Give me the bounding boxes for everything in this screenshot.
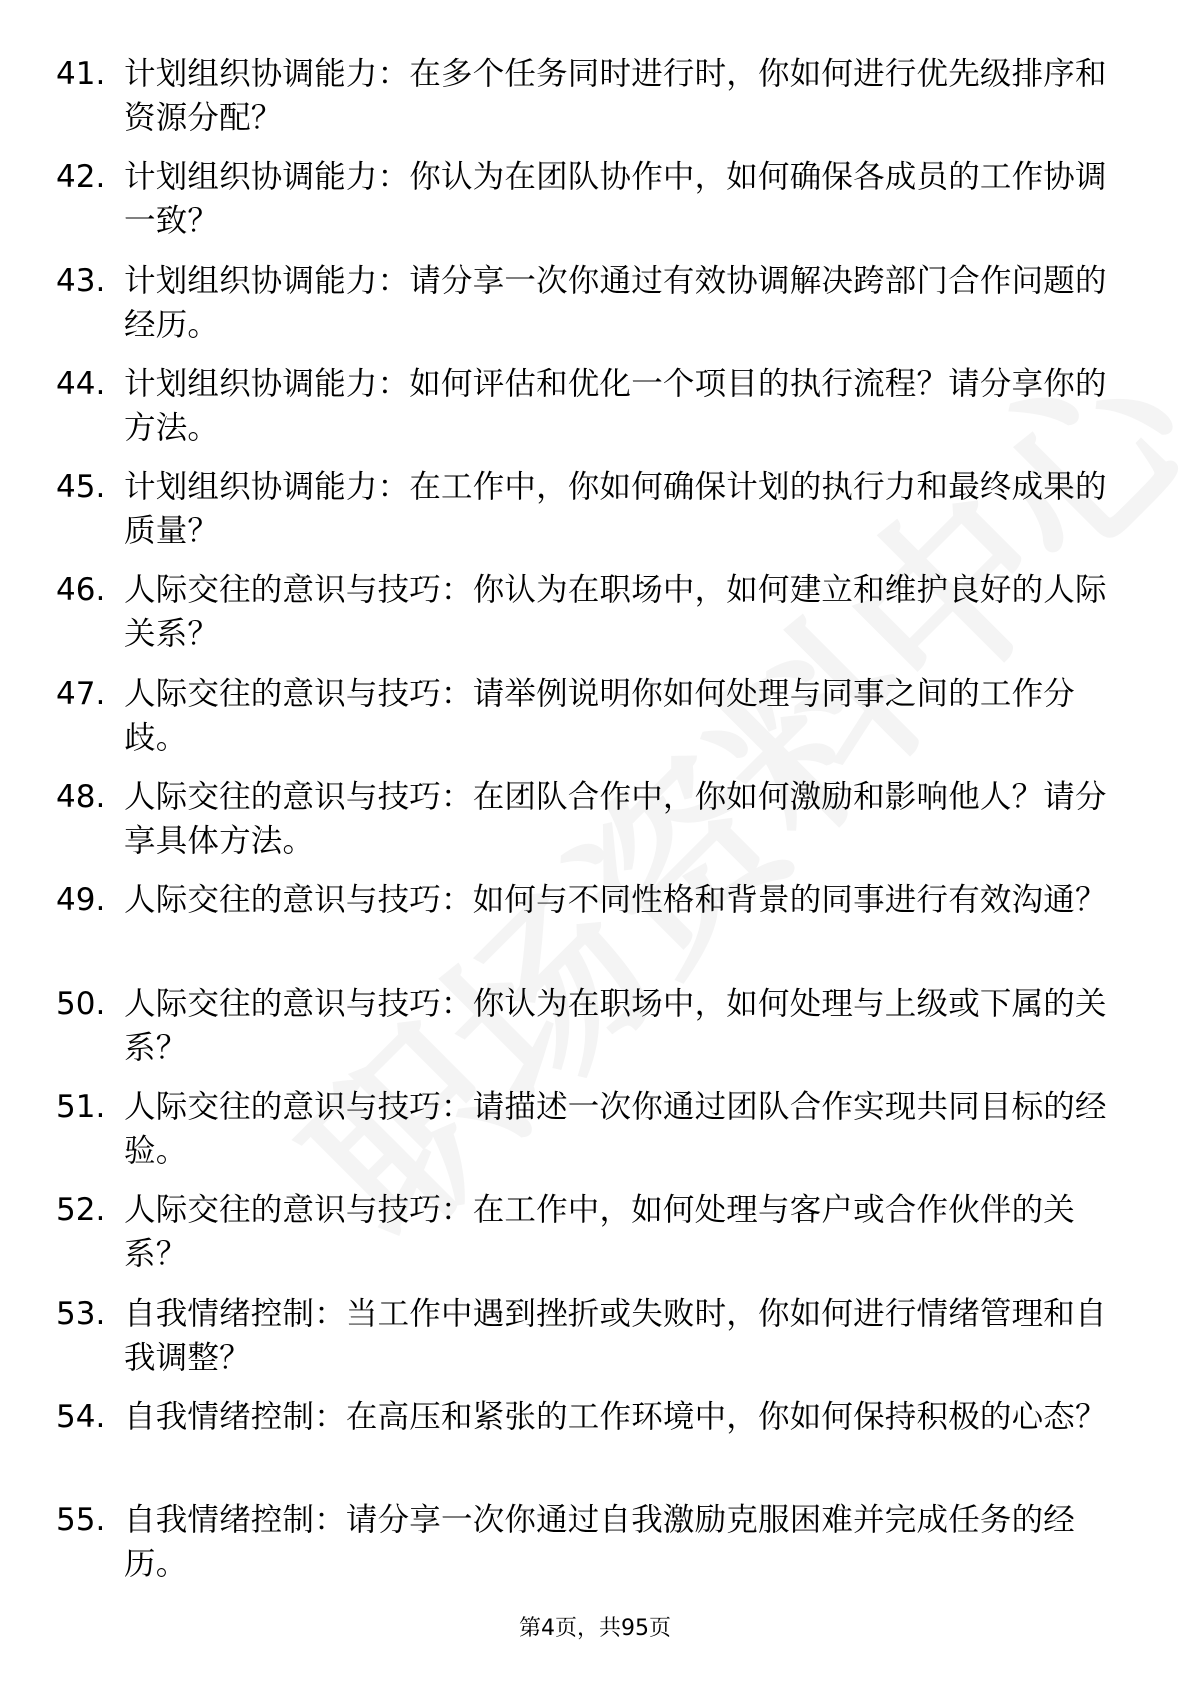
question-list	[0, 48, 1190, 1597]
list-item	[0, 1494, 1190, 1597]
list-item	[0, 1391, 1190, 1494]
page-number: 第4页，共95页	[519, 1616, 671, 1641]
question-number: 46.	[56, 572, 106, 609]
question-number: 45.	[56, 469, 106, 506]
list-item	[0, 358, 1190, 461]
question-text: 人际交往的意识与技巧：在工作中，如何处理与客户或合作伙伴的关系？	[124, 1192, 1076, 1273]
question-number: 42.	[56, 159, 106, 196]
question-text: 计划组织协调能力：在工作中，你如何确保计划的执行力和最终成果的质量？	[124, 469, 1107, 550]
question-number: 47.	[56, 675, 106, 712]
question-text: 计划组织协调能力：请分享一次你通过有效协调解决跨部门合作问题的经历。	[124, 262, 1107, 343]
question-number: 44.	[56, 365, 106, 402]
question-text: 自我情绪控制：请分享一次你通过自我激励克服困难并完成任务的经历。	[124, 1502, 1076, 1583]
list-item	[0, 461, 1190, 564]
list-item	[0, 564, 1190, 667]
list-item	[0, 48, 1190, 151]
question-text: 人际交往的意识与技巧：请举例说明你如何处理与同事之间的工作分歧。	[124, 675, 1076, 756]
question-text: 计划组织协调能力：如何评估和优化一个项目的执行流程？请分享你的方法。	[124, 365, 1107, 446]
question-number: 41.	[56, 56, 106, 92]
question-number: 50.	[56, 985, 106, 1022]
question-text: 人际交往的意识与技巧：请描述一次你通过团队合作实现共同目标的经验。	[124, 1088, 1107, 1169]
list-item	[0, 1184, 1190, 1287]
list-item	[0, 151, 1190, 254]
question-text: 计划组织协调能力：在多个任务同时进行时，你如何进行优先级排序和资源分配？	[124, 56, 1107, 136]
question-number: 53.	[56, 1295, 106, 1332]
page-footer	[0, 1614, 1190, 1644]
question-number: 52.	[56, 1192, 106, 1229]
question-number: 43.	[56, 262, 106, 299]
list-item	[0, 1081, 1190, 1184]
question-number: 51.	[56, 1088, 106, 1125]
question-text: 人际交往的意识与技巧：你认为在职场中，如何建立和维护良好的人际关系？	[124, 572, 1107, 653]
list-item	[0, 668, 1190, 771]
question-text: 人际交往的意识与技巧：如何与不同性格和背景的同事进行有效沟通？	[124, 882, 1107, 919]
list-item	[0, 978, 1190, 1081]
question-number: 48.	[56, 779, 106, 816]
question-text: 人际交往的意识与技巧：你认为在职场中，如何处理与上级或下属的关系？	[124, 985, 1107, 1066]
question-number: 54.	[56, 1398, 106, 1435]
list-item	[0, 255, 1190, 358]
question-text: 自我情绪控制：在高压和紧张的工作环境中，你如何保持积极的心态？	[124, 1398, 1107, 1435]
question-number: 49.	[56, 882, 106, 919]
list-item	[0, 874, 1190, 977]
question-text: 自我情绪控制：当工作中遇到挫折或失败时，你如何进行情绪管理和自我调整？	[124, 1295, 1107, 1376]
question-text: 人际交往的意识与技巧：在团队合作中，你如何激励和影响他人？请分享具体方法。	[124, 779, 1107, 860]
list-item	[0, 771, 1190, 874]
question-text: 计划组织协调能力：你认为在团队协作中，如何确保各成员的工作协调一致？	[124, 159, 1107, 240]
list-item	[0, 1288, 1190, 1391]
question-number: 55.	[56, 1502, 106, 1539]
